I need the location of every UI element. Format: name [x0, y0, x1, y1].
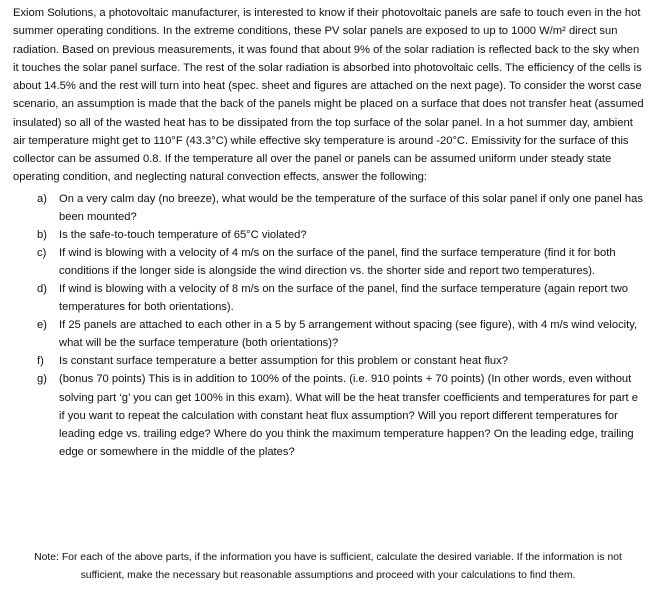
question-f	[13, 352, 646, 370]
question-e	[13, 316, 646, 352]
question-label: c)	[37, 246, 47, 259]
problem-statement: Exiom Solutions, a photovoltaic manufacturer, is interested to know if their photovoltaic panels are safe to touch even in the hot summer operating conditions. In the extreme conditions, these PV solar panels are exposed to up to 1000 W/m² direct sun radiation. Based on previous measurements, it was found that about 9% of the solar radiation is reflected back to the sky when it touches the solar panel surface. The rest of the solar radiation is absorbed into photovoltaic cells. The efficiency of the cells is about 14.5% and the rest will turn into heat (spec. sheet and figures are attached on the next page). To consider the worst case scenario, an assumption is made that the back of the panels might be placed on a surface that does not transfer heat (assumed insulated) so all of the wasted heat has to be dissipated from the top surface of the solar panel. In a hot summer day, ambient air temperature might get to 110°F (43.3°C) while effective sky temperature is around -20°C. Emissivity for the surface of this collector can be assumed 0.8. If the temperature all over the panel or panels can be assumed uniform under steady state operating condition, and neglecting natural convection effects, answer the following:	[13, 7, 644, 184]
question-a	[13, 190, 646, 226]
question-text: On a very calm day (no breeze), what would be the temperature of the surface of this solar panel if only one panel has been mounted?	[59, 192, 643, 223]
question-label: f)	[37, 355, 44, 368]
question-c	[13, 244, 646, 280]
question-text: Is the safe-to-touch temperature of 65°C violated?	[59, 228, 307, 241]
question-text: If wind is blowing with a velocity of 8 m/s on the surface of the panel, find the surface temperature (again report two temperatures for both orientations).	[59, 282, 628, 314]
question-g	[13, 370, 646, 460]
question-label: d)	[37, 282, 47, 295]
question-text: (bonus 70 points) This is in addition to 100% of the points. (i.e. 910 points + 70 points) (In other words, even without solving part ‘g’ you can get 100% in this exam). What will be the heat transfer coefficients and temperatures for part e if you want to repeat the calculation with constant heat flux assumption? Will you report different temperatures for leading edge vs. trailing edge? Where do you think the maximum temperature happen? On the leading edge, trailing edge or somewhere in the middle of the plates?	[59, 373, 638, 458]
note: Note: For each of the above parts, if the information you have is sufficient, calculate the desired variable. If the information is not sufficient, make the necessary but reasonable assumptions and proceed with your calculations to find them.	[34, 552, 622, 582]
question-d	[13, 280, 646, 316]
question-text: Is constant surface temperature a better assumption for this problem or constant heat flux?	[59, 355, 508, 368]
question-b	[13, 226, 646, 244]
question-label: a)	[37, 192, 47, 205]
question-label: b)	[37, 228, 47, 241]
question-text: If 25 panels are attached to each other in a 5 by 5 arrangement without spacing (see figure), with 4 m/s wind velocity, what will be the surface temperature (both orientations)?	[59, 319, 638, 350]
question-label: g)	[37, 373, 47, 386]
question-text: If wind is blowing with a velocity of 4 m/s on the surface of the panel, find the surface temperature (find it for both conditions if the longer side is alongside the wind direction vs. the shorter side and report two temperatures).	[59, 246, 616, 277]
question-label: e)	[37, 319, 47, 332]
question-list	[13, 190, 646, 461]
